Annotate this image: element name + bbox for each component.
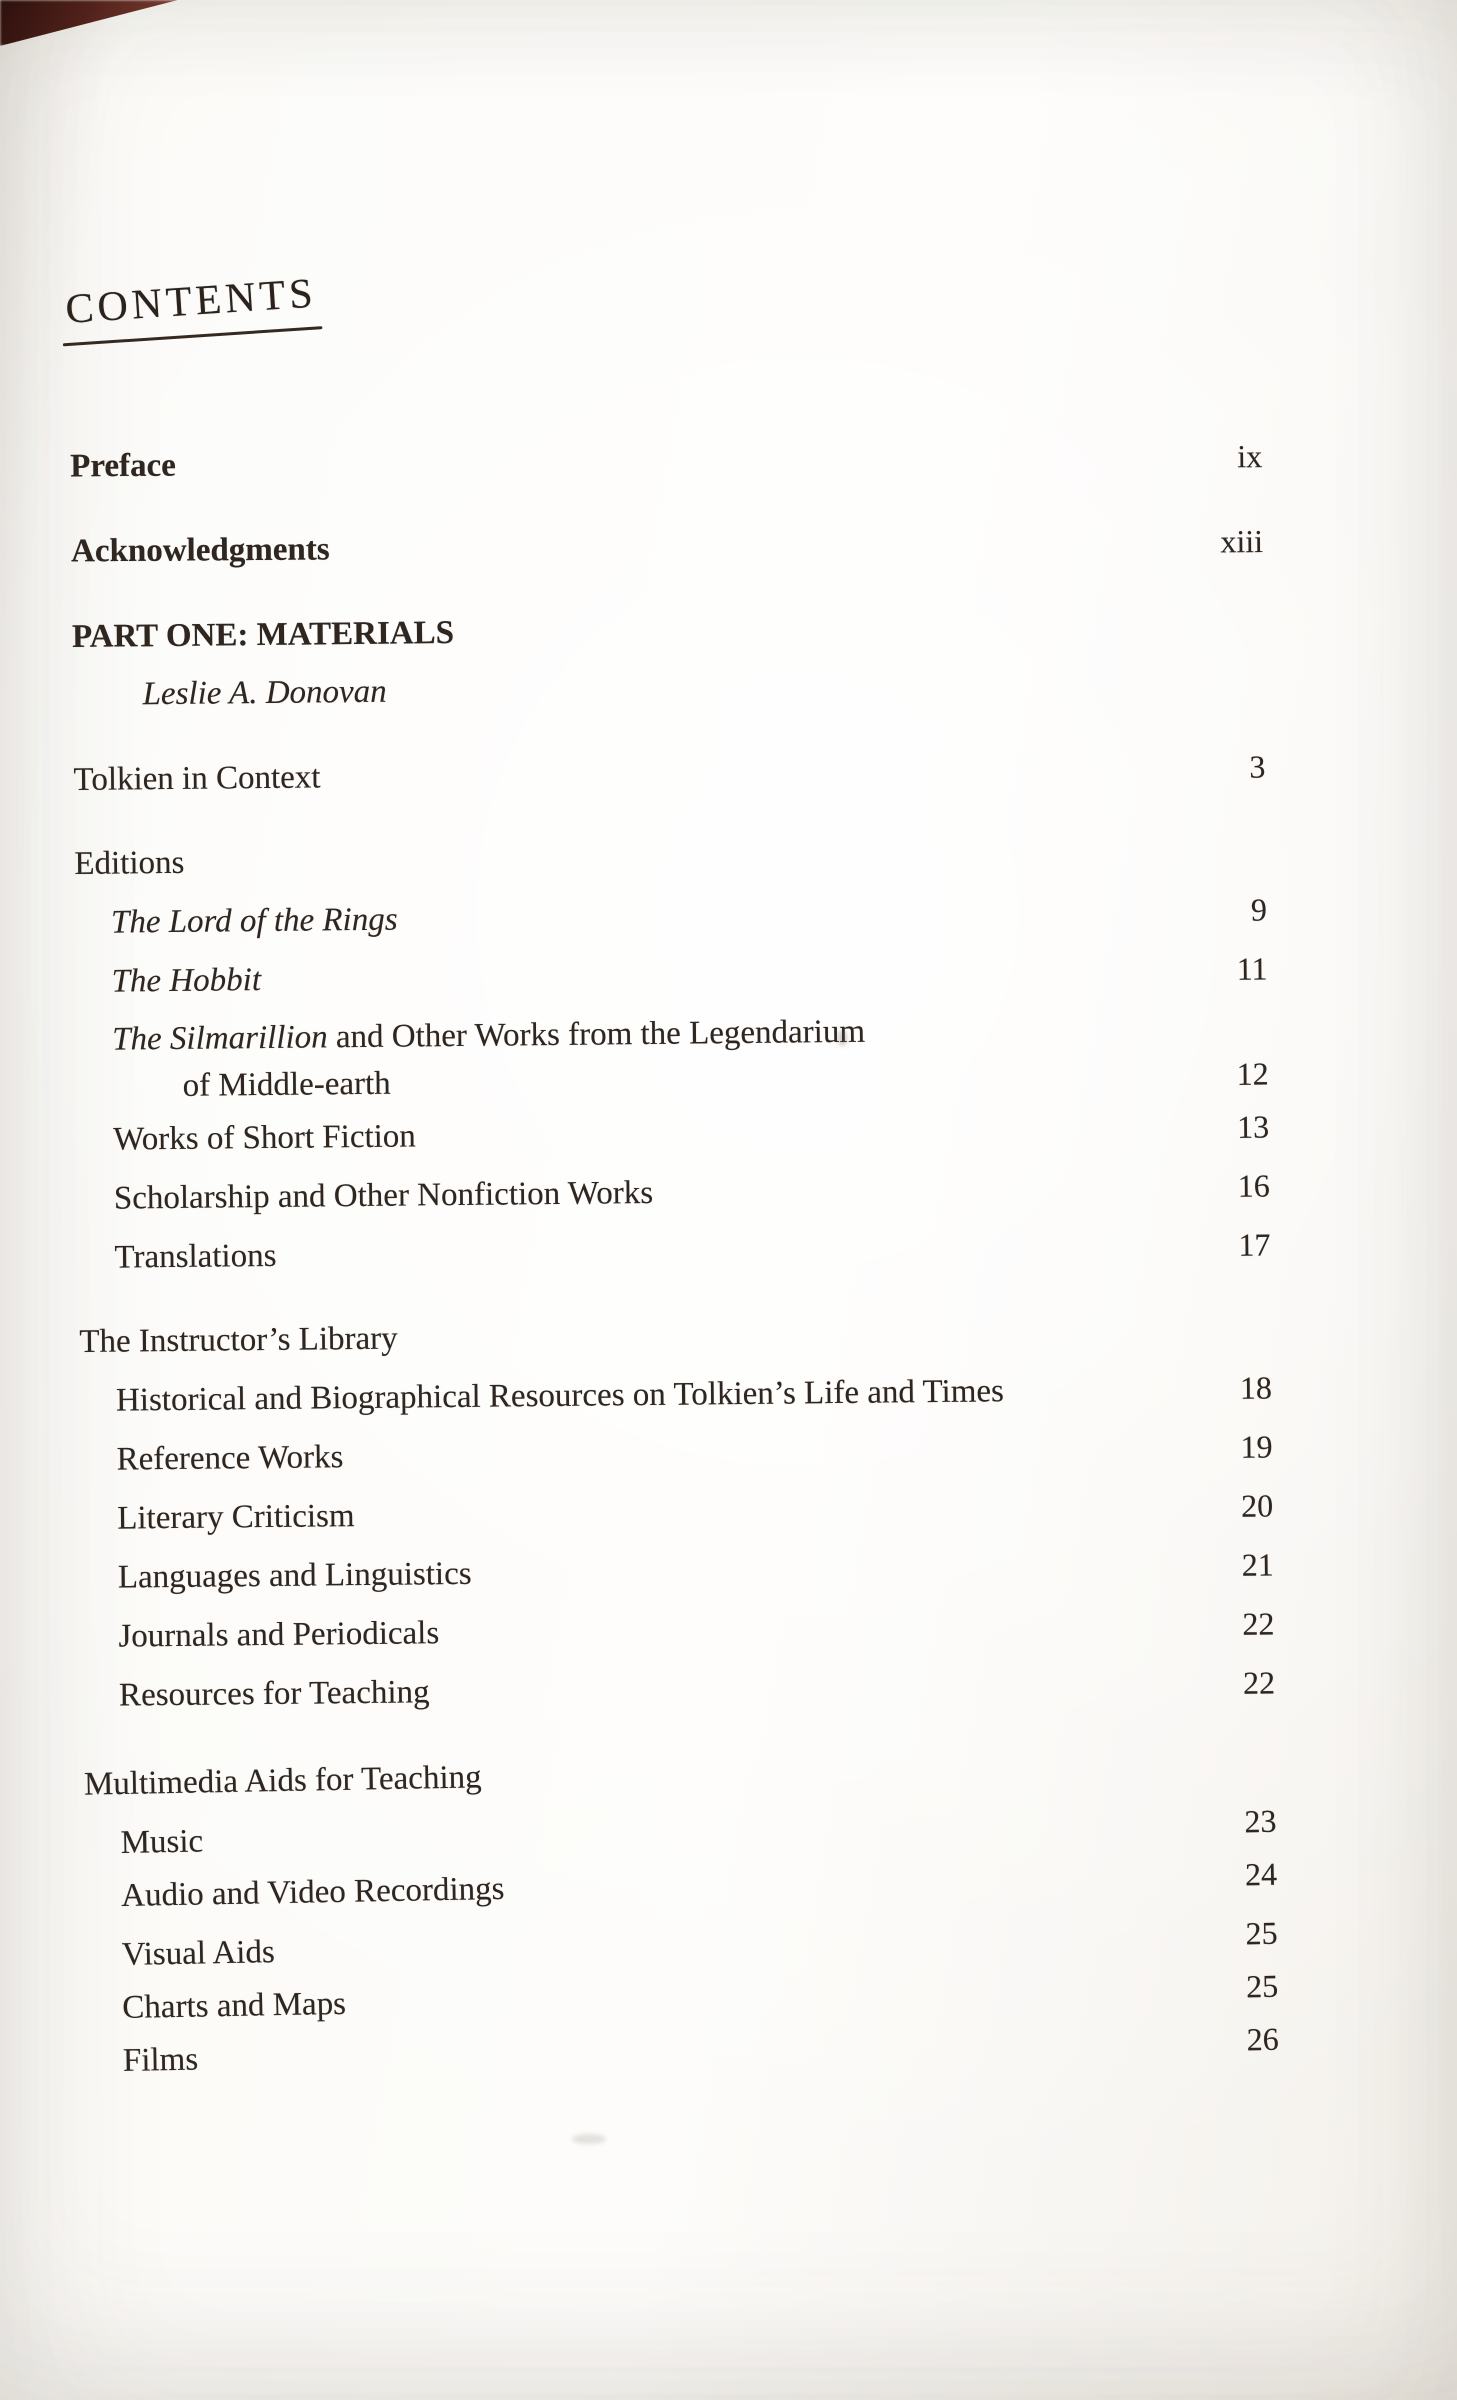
toc-section-header [79, 1310, 1176, 1361]
toc-row [82, 1544, 1274, 1597]
toc-row [80, 1367, 1272, 1420]
toc-page-number: 3 [1249, 748, 1266, 785]
toc-row [85, 1854, 1278, 1917]
toc-section-header-row [79, 1309, 1271, 1361]
toc-page-number: 12 [1236, 1055, 1269, 1092]
toc-page-number [1181, 1773, 1276, 1775]
toc-page-number [1176, 1339, 1271, 1340]
toc-section-header [84, 1745, 1182, 1805]
toc-page-number: 24 [1244, 1855, 1278, 1893]
toc-row [78, 1224, 1270, 1277]
toc-row [87, 2019, 1280, 2082]
photo-smudge [572, 2134, 606, 2144]
toc-entry-label [86, 1968, 1184, 2028]
toc-entry-text: Audio and Video Recordings [120, 1870, 505, 1914]
toc-row [85, 1913, 1278, 1976]
toc-entry-italic-text: Leslie A. Donovan [142, 673, 387, 713]
toc-section-header-row [84, 1743, 1277, 1805]
toc-row [76, 1007, 1268, 1059]
toc-entry-text: Tolkien in Context [73, 759, 321, 798]
toc-entry-text: Music [120, 1823, 204, 1861]
toc-page-number: ix [1237, 438, 1263, 475]
toc-row [78, 1165, 1270, 1218]
toc-entry-text: Multimedia Aids for Teaching [83, 1759, 482, 1803]
toc-entry-label [84, 1804, 1182, 1864]
toc-entry-label [82, 1546, 1179, 1597]
toc-entry-label [80, 1428, 1177, 1479]
toc-row [82, 1603, 1274, 1656]
toc-page-number [1173, 1037, 1268, 1038]
toc-entry-label [78, 1167, 1175, 1218]
toc-entry-label [71, 523, 1168, 572]
toc-entry-label [76, 1008, 1173, 1059]
toc-row [77, 1106, 1269, 1159]
toc-entry-label [85, 1915, 1183, 1975]
toc-row [75, 889, 1267, 942]
toc-page-number: 18 [1239, 1369, 1273, 1406]
toc-row [86, 1966, 1279, 2029]
toc-entry-text: The Instructor’s Library [79, 1320, 398, 1360]
toc-page-number: 19 [1240, 1428, 1273, 1465]
toc-page-number [1169, 635, 1264, 636]
toc-entry-label [76, 1055, 1173, 1106]
toc-entry-text: Reference Works [116, 1439, 344, 1478]
toc-entry-label [87, 2021, 1185, 2081]
part-author [72, 663, 1169, 714]
toc-page-number: 21 [1241, 1546, 1274, 1583]
toc-page-number: 22 [1242, 1664, 1276, 1701]
toc-row [81, 1485, 1273, 1538]
toc-entry-italic-text: The Hobbit [111, 962, 262, 1000]
toc-page-number: 25 [1245, 1967, 1279, 2005]
toc-entry-text: Literary Criticism [117, 1498, 355, 1537]
toc-entry-label [75, 891, 1172, 942]
toc-row [84, 1801, 1277, 1864]
toc-page-number: 20 [1240, 1487, 1274, 1524]
toc-entry-label [70, 438, 1167, 487]
toc-entry-text: Historical and Biographical Resources on Tolkien’s Life and Times [115, 1373, 1005, 1419]
toc-page-number: 22 [1242, 1605, 1275, 1642]
toc-page-number: 23 [1244, 1802, 1277, 1840]
toc-entry-label [83, 1664, 1180, 1715]
toc-entry-text: Languages and Linguistics [117, 1555, 472, 1596]
toc-entry-text: Works of Short Fiction [113, 1118, 417, 1158]
contents-heading-block [64, 269, 322, 346]
toc-entry-text: of Middle-earth [182, 1065, 391, 1104]
toc-row [71, 521, 1263, 571]
toc-entry-bold-text: PART ONE: MATERIALS [71, 614, 455, 655]
photo-smudge [838, 1030, 847, 1046]
toc-row [80, 1426, 1272, 1479]
toc-page-number: 16 [1237, 1167, 1270, 1204]
toc-entry-text: Journals and Periodicals [118, 1615, 440, 1655]
toc-entry-italic-text: The Silmarillion [112, 1019, 328, 1058]
toc-page-number: 17 [1238, 1226, 1271, 1263]
toc-entry-text: and Other Works from the Legendarium [327, 1013, 866, 1056]
toc-entry-label [73, 748, 1170, 799]
table-of-contents [70, 435, 1279, 2077]
part-heading-row [72, 605, 1264, 657]
toc-page-number [1170, 693, 1265, 694]
part-author-row [72, 663, 1264, 715]
toc-page-number: 13 [1236, 1108, 1270, 1145]
toc-entry-label [78, 1226, 1175, 1277]
toc-page-number: 25 [1245, 1914, 1278, 1952]
toc-page-number: 9 [1250, 891, 1268, 928]
toc-entry-text: Visual Aids [121, 1934, 276, 1973]
toc-row [70, 436, 1262, 486]
toc-entry-text: Films [122, 2041, 199, 2079]
toc-page-number: 26 [1246, 2020, 1280, 2058]
toc-page-number: xiii [1220, 523, 1264, 560]
toc-section-header-row [74, 831, 1266, 883]
toc-entry-label [80, 1369, 1177, 1420]
toc-row [83, 1662, 1275, 1715]
toc-entry-italic-text: The Lord of the Rings [110, 901, 398, 941]
toc-entry-text: Resources for Teaching [118, 1674, 430, 1714]
toc-entry-text: Scholarship and Other Nonfiction Works [113, 1174, 654, 1217]
toc-entry-bold-text: Preface [70, 447, 176, 485]
toc-entry-text: Charts and Maps [122, 1985, 347, 2026]
toc-entry-label [82, 1605, 1179, 1656]
toc-entry-text: Translations [114, 1237, 277, 1276]
toc-entry-label [75, 950, 1172, 1001]
toc-page-number [1171, 861, 1266, 862]
part-title [72, 606, 1169, 657]
toc-page-number: 11 [1236, 950, 1268, 987]
toc-row [75, 948, 1267, 1001]
page-title: CONTENTS [64, 270, 318, 334]
toc-row-continuation [76, 1053, 1268, 1106]
toc-entry-label [77, 1108, 1174, 1159]
book-cover-corner [0, 0, 178, 46]
toc-entry-label [81, 1487, 1178, 1538]
toc-section-header [74, 832, 1171, 883]
toc-entry-text: Editions [74, 844, 185, 882]
toc-entry-bold-text: Acknowledgments [70, 531, 330, 570]
toc-entry-label [85, 1857, 1183, 1917]
toc-row [73, 747, 1265, 800]
